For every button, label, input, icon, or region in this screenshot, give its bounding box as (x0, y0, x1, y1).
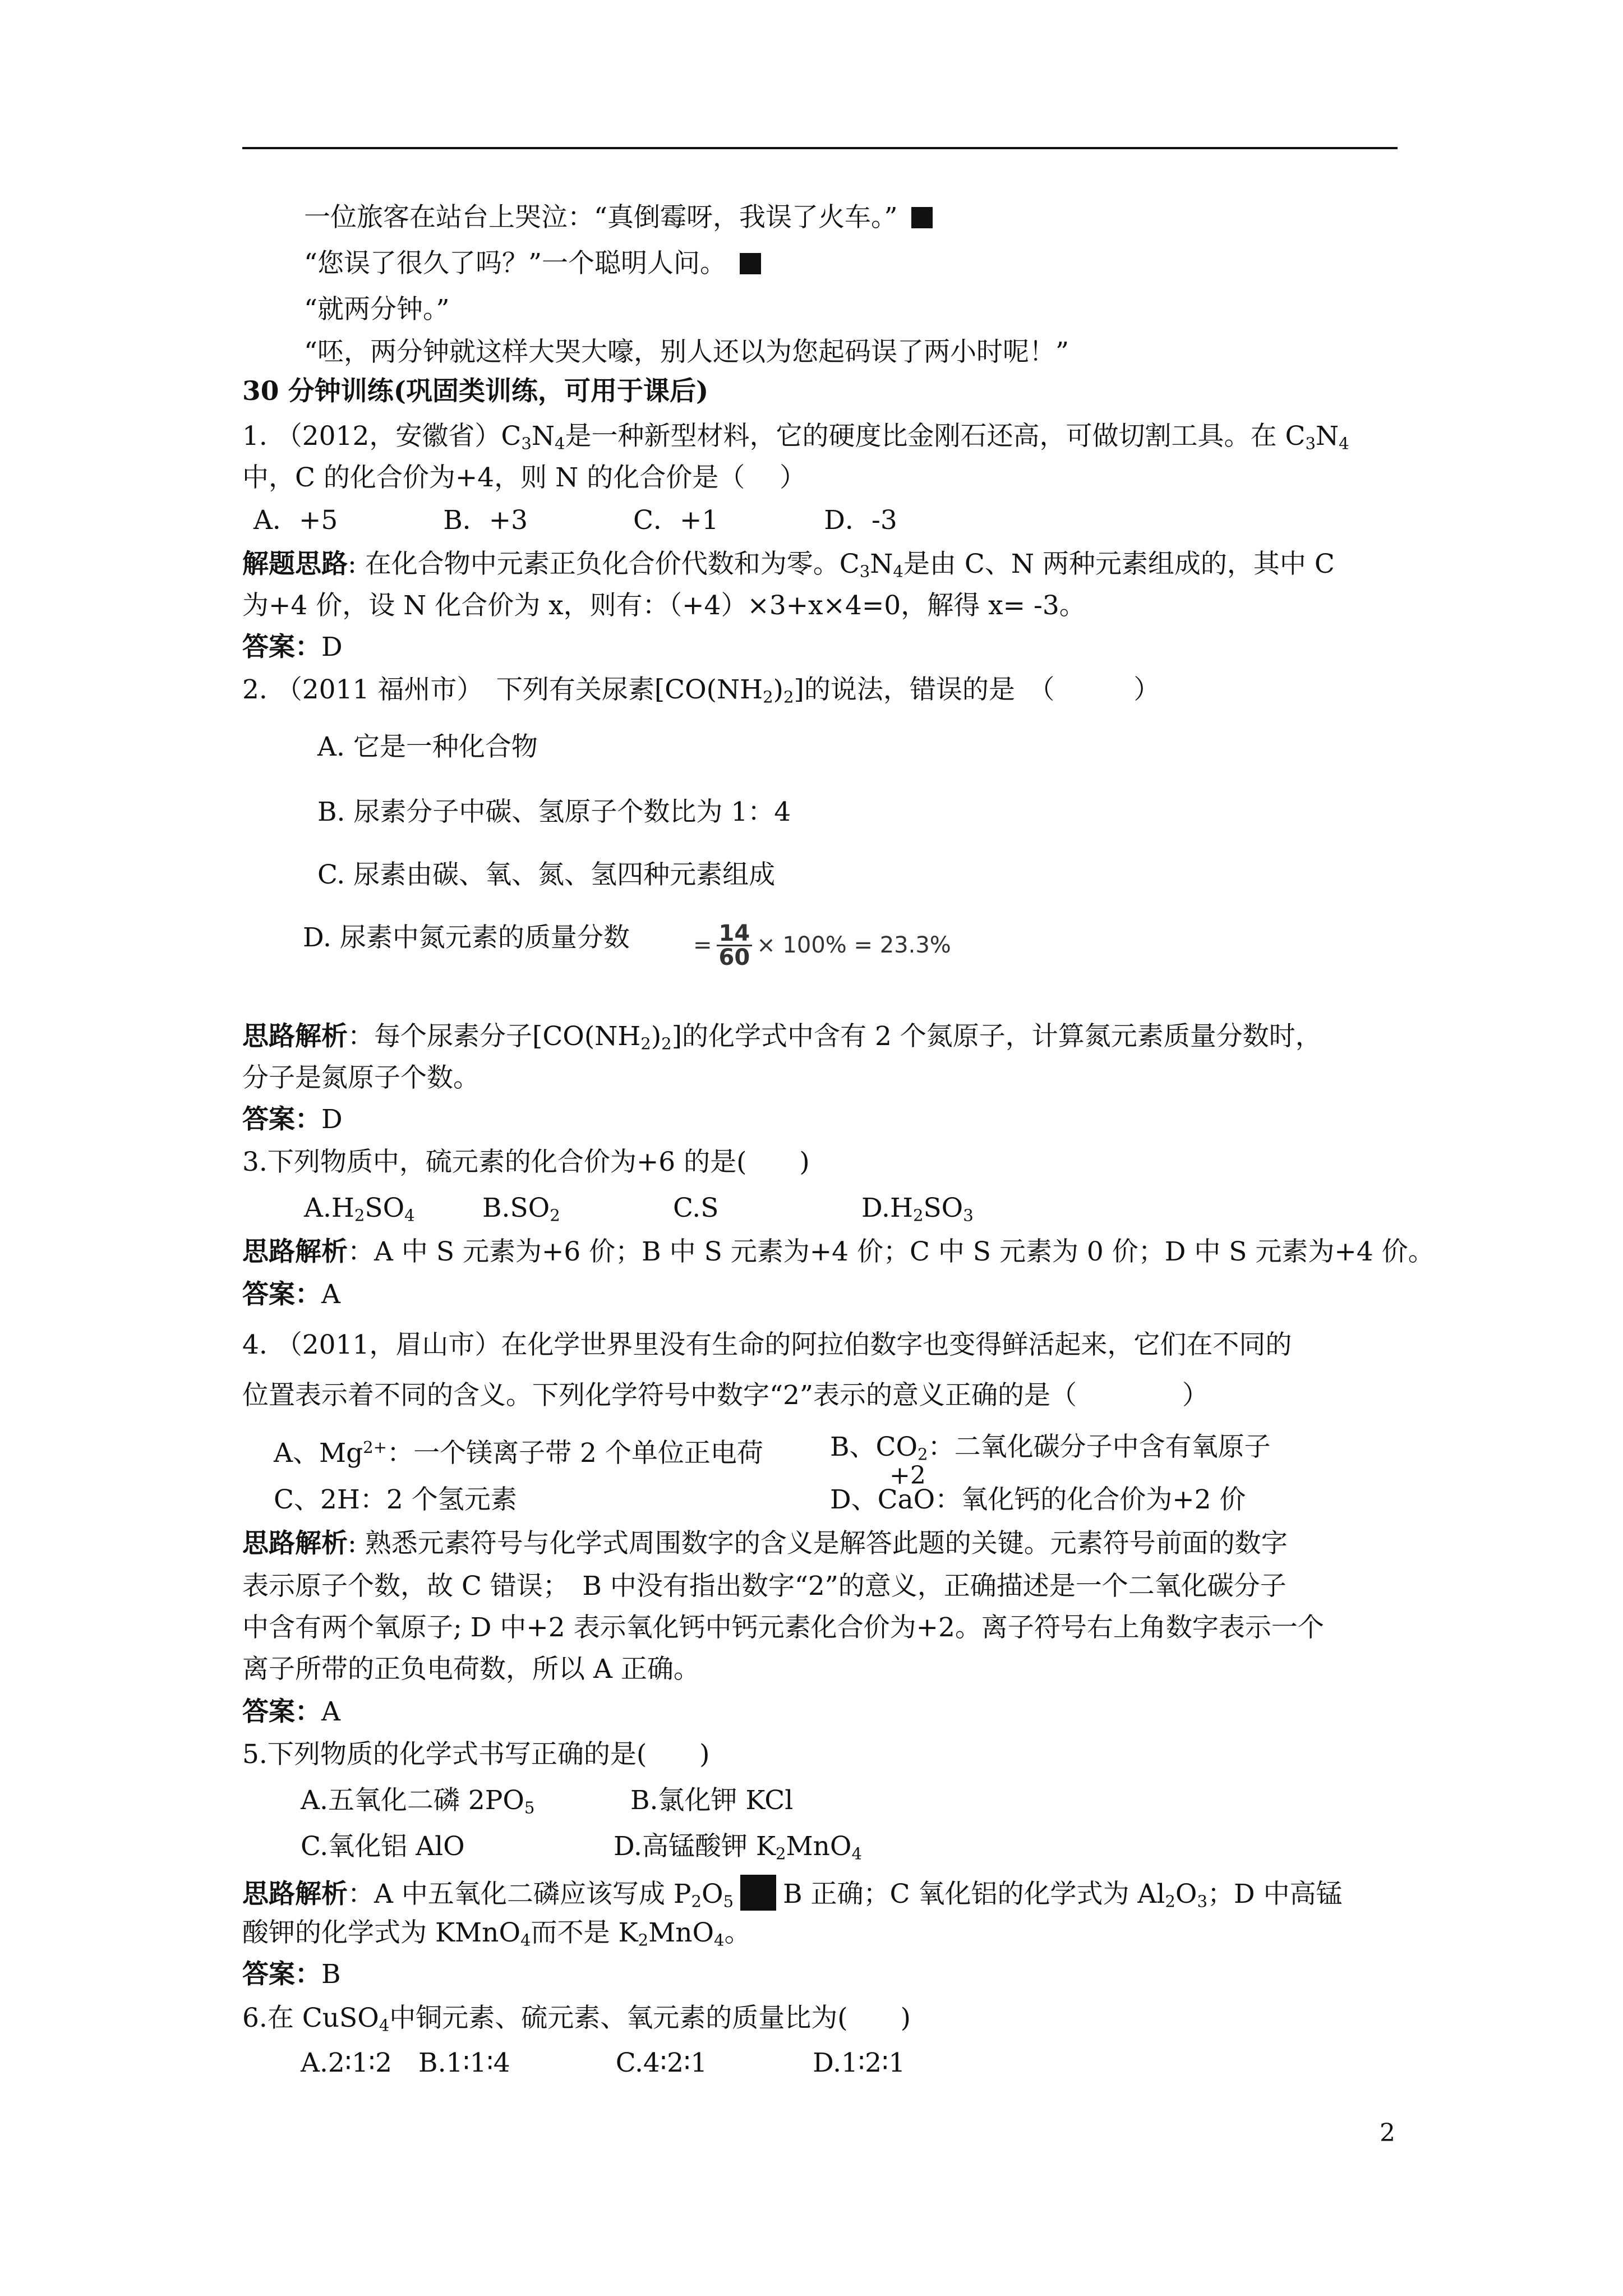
section-title: 30 分钟训练(巩固类训练，可用于课后) (242, 376, 709, 407)
q5-option-d: D.高锰酸钾 $K_2MnO_4$ (614, 1831, 862, 1864)
formula-fraction: $\frac{14}{60}$ (717, 922, 753, 969)
redaction-block (740, 1875, 776, 1911)
q4-stem-line-1: 4. （2011，眉山市）在化学世界里没有生命的阿拉伯数字也变得鲜活起来，它们在不同的 (242, 1329, 1292, 1360)
q5-analysis-line-2: 酸钾的化学式为 KMnO$_4$而不是 $K_2MnO_4$。 (242, 1917, 751, 1950)
q5-option-c: C.氧化铝 AlO (301, 1831, 465, 1862)
q2-option-a: A. 它是一种化合物 (317, 731, 538, 762)
q1-stem-line-1: 1. （2012，安徽省）$C_3N_4$是一种新型材料，它的硬度比金刚石还高，可做切割工具。在 $C_3N_4$ (242, 421, 1349, 453)
mass-fraction-formula: = $\frac{14}{60}$ × 100% = 23.3% (693, 920, 951, 970)
q6-stem: 6.在 CuSO$_4$中铜元素、硫元素、氧元素的质量比为( ) (242, 2003, 911, 2035)
q4-stem-line-2: 位置表示着不同的含义。下列化学符号中数字“2”表示的意义正确的是（ ） (242, 1380, 1209, 1411)
q3-option-d: $D.H_2SO_3$ (861, 1193, 974, 1225)
q2-option-d: D. 尿素中氮元素的质量分数 (303, 922, 630, 953)
q5-option-b: B.氯化钾 KCl (630, 1785, 794, 1816)
q4-option-a: A、$Mg^{2+}$：一个镁离子带 2 个单位正电荷 (274, 1438, 763, 1469)
q1-analysis-line-1: 解题思路: 在化合物中元素正负化合价代数和为零。$C_3N_4$是由 C、N 两种元素组成的，其中 C (242, 549, 1335, 581)
redaction-block (911, 207, 933, 228)
q1-answer: 答案：D (242, 632, 343, 662)
q2-option-c: C. 尿素由碳、氧、氮、氢四种元素组成 (317, 859, 776, 890)
q4-analysis-line-4: 离子所带的正负电荷数，所以 A 正确。 (242, 1654, 700, 1685)
q4-option-b: B、$CO_2$：二氧化碳分子中含有氧原子 (830, 1432, 1271, 1464)
q3-option-b: $B.SO_2$ (482, 1193, 560, 1225)
q1-analysis-line-2: 为+4 价，设 N 化合价为 x，则有：（+4）×3+x×4=0，解得 x= -3。 (242, 590, 1086, 621)
q5-option-a: A.五氧化二磷 $2PO_5$ (301, 1785, 535, 1818)
q2-answer: 答案：D (242, 1104, 343, 1135)
redaction-block (740, 253, 761, 274)
q4-answer: 答案：A (242, 1696, 340, 1727)
q4-analysis-line-1: 思路解析: 熟悉元素符号与化学式周围数字的含义是解答此题的关键。元素符号前面的数字 (242, 1528, 1288, 1559)
q2-stem: 2. （2011 福州市） 下列有关尿素$[CO(NH_2)_2]$的说法，错误的是 （ ） (242, 674, 1160, 707)
q2-analysis-line-2: 分子是氮原子个数。 (242, 1062, 479, 1093)
q3-answer: 答案：A (242, 1279, 340, 1310)
story-line-3: “就两分钟。” (304, 294, 450, 325)
q2-analysis-line-1: 思路解析：每个尿素分子$[CO(NH_2)_2]$的化学式中含有 2 个氮原子，计算氮元素质量分数时， (242, 1021, 1322, 1053)
story-line-2: “您误了很久了吗？”一个聪明人问。 (304, 247, 761, 280)
q3-option-a: $A.H_2SO_4$ (304, 1193, 415, 1225)
q3-option-c: C.S (673, 1193, 719, 1223)
page-number: 2 (1380, 2119, 1395, 2147)
valence-plus2: +2 (889, 1461, 926, 1490)
q4-analysis-line-3: 中含有两个氧原子; D 中+2 表示氧化钙中钙元素化合价为+2。离子符号右上角数字表示一个 (242, 1612, 1324, 1643)
q1-options: A．+5 B．+3 C．+1 D．-3 (253, 505, 897, 536)
q4-option-d: D、CaO：氧化钙的化合价为+2 价 (830, 1484, 1246, 1515)
q4-option-c: C、2H：2 个氢元素 (274, 1484, 517, 1515)
q5-stem: 5.下列物质的化学式书写正确的是( ) (242, 1739, 710, 1770)
q5-answer: 答案：B (242, 1959, 341, 1990)
q3-analysis: 思路解析：A 中 S 元素为+6 价；B 中 S 元素为+4 价；C 中 S 元素为 0 价；D 中 S 元素为+4 价。 (242, 1236, 1435, 1267)
q3-stem: 3.下列物质中，硫元素的化合价为+6 的是( ) (242, 1147, 810, 1177)
story-line-1: 一位旅客在站台上哭泣：“真倒霉呀，我误了火车。” (304, 201, 933, 234)
story-line-4: “呸，两分钟就这样大哭大嚎，别人还以为您起码误了两小时呢！” (304, 337, 1069, 367)
q6-options: A.2∶1∶2 B.1∶1∶4 C.4∶2∶1 D.1∶2∶1 (301, 2047, 906, 2078)
q1-stem-line-2: 中，C 的化合价为+4，则 N 的化合价是（ ） (242, 462, 806, 493)
header-rule (242, 147, 1398, 149)
q5-analysis-line-1: 思路解析：A 中五氧化二磷应该写成 $P_2O_5$ B 正确；C 氧化铝的化学式为 $Al_2O_3$；D 中高锰 (242, 1875, 1343, 1918)
q2-option-b: B. 尿素分子中碳、氢原子个数比为 1：4 (317, 797, 791, 827)
q4-analysis-line-2: 表示原子个数，故 C 错误； B 中没有指出数字“2”的意义，正确描述是一个二氧化碳分子 (242, 1571, 1287, 1602)
